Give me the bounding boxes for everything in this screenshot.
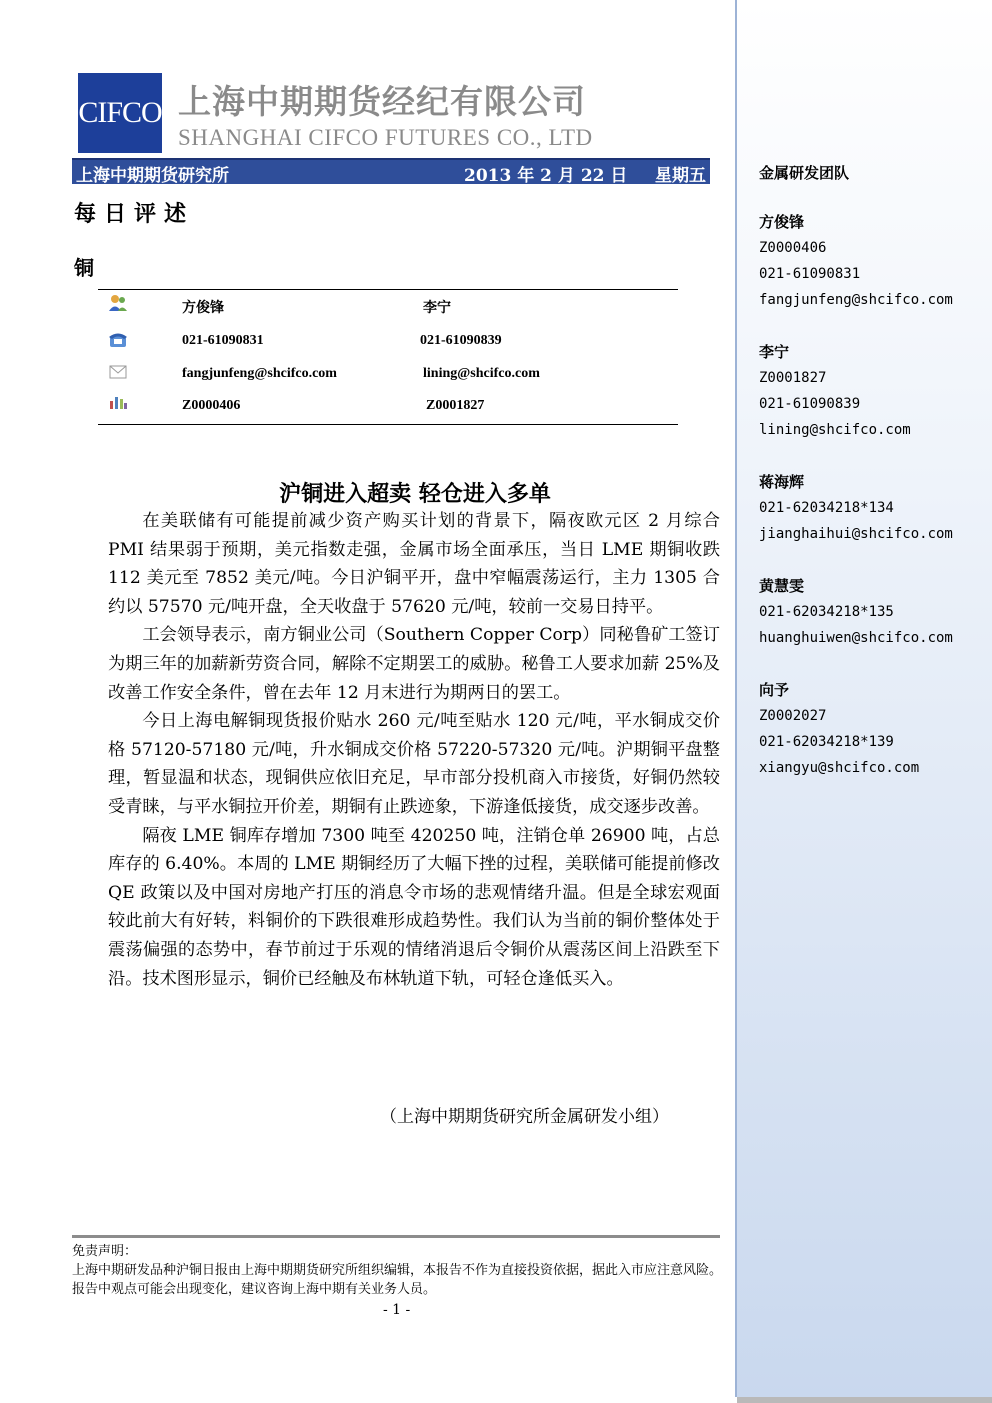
institute-name: 上海中期期货研究所 — [76, 166, 229, 186]
member-name: 李宁 — [759, 343, 790, 361]
sidebar-member — [759, 209, 953, 313]
analyst-2-name: 李宁 — [423, 300, 451, 316]
article-paragraph: 在美联储有可能提前减少资产购买计划的背景下，隔夜欧元区 2 月综合 PMI 结果弱于预期，美元指数走强，金属市场全面承压，当日 LME 期铜收跌 112 美元至 7852 美元/吨。今日沪铜平开，盘中窄幅震荡运行，主力 1305 合约以 57570 元/吨开盘，全天收盘于 57620 元/吨，较前一交易日持平。 — [108, 511, 720, 617]
member-phone: 021-61090831 — [759, 266, 861, 282]
disclaimer-label: 免责声明： — [72, 1244, 138, 1259]
analyst-2-license: Z0001827 — [426, 398, 485, 413]
phone-icon — [108, 331, 128, 349]
article-title — [0, 477, 830, 508]
sidebar-shadow — [737, 1397, 992, 1403]
member-email[interactable]: jianghaihui@shcifco.com — [759, 526, 953, 542]
member-phone: 021-62034218*134 — [759, 500, 894, 516]
member-license: Z0002027 — [759, 708, 827, 724]
page-number: - 1 - — [383, 1302, 411, 1318]
analyst-1-phone: 021-61090831 — [182, 333, 264, 348]
article-paragraph: 工会领导表示，南方铜业公司（Southern Copper Corp）同秘鲁矿工签订为期三年的加薪新劳资合同，解除不定期罢工的威胁。秘鲁工人要求加薪 25%及改善工作安全条件，曾在去年 12 月末进行为期两日的罢工。 — [108, 625, 720, 703]
company-name-en: SHANGHAI CIFCO FUTURES CO., LTD — [178, 125, 593, 150]
sidebar-member — [759, 677, 919, 781]
article-paragraph: 隔夜 LME 铜库存增加 7300 吨至 420250 吨，注销仓单 26900 吨，占总库存的 6.40%。本周的 LME 期铜经历了大幅下挫的过程，美联储可能提前修改 QE 政策以及中国对房地产打压的消息令市场的悲观情绪升温。但是全球宏观面较此前大有好转，料铜价的下跌很难形成趋势性。我们认为当前的铜价整体处于震荡偏强的态势中，春节前过于乐观的情绪消退后令铜价从震荡区间上沿跌至下沿。技术图形显示，铜价已经触及布林轨道下轨，可轻仓逢低买入。 — [108, 825, 720, 989]
member-name: 方俊锋 — [759, 213, 805, 231]
company-name-cn: 上海中期期货经纪有限公司 — [178, 82, 586, 121]
member-license: Z0000406 — [759, 240, 827, 256]
person-icon — [108, 294, 128, 312]
article-title-text: 沪铜进入超卖 轻仓进入多单 — [279, 481, 551, 507]
member-email[interactable]: lining@shcifco.com — [759, 422, 911, 438]
member-email[interactable]: xiangyu@shcifco.com — [759, 760, 920, 776]
disclaimer-text: 上海中期研发品种沪铜日报由上海中期期货研究所组织编辑，本报告不作为直接投资依据，据此入市应注意风险。报告中观点可能会出现变化，建议咨询上海中期有关业务人员。 — [72, 1263, 723, 1297]
report-header-bar — [72, 158, 710, 184]
analyst-1-license: Z0000406 — [182, 398, 241, 413]
analyst-1-name: 方俊锋 — [182, 300, 224, 316]
member-phone: 021-61090839 — [759, 396, 861, 412]
section-title: 每日评述 — [74, 201, 195, 227]
member-license: Z0001827 — [759, 370, 827, 386]
sidebar-title: 金属研发团队 — [759, 164, 850, 182]
member-name: 向予 — [759, 681, 790, 699]
member-email[interactable]: fangjunfeng@shcifco.com — [759, 292, 953, 308]
disclaimer — [72, 1242, 722, 1299]
analyst-contact-table — [98, 289, 678, 425]
member-email[interactable]: huanghuiwen@shcifco.com — [759, 630, 953, 646]
article-paragraph: 今日上海电解铜现货报价贴水 260 元/吨至贴水 120 元/吨，平水铜成交价格 57120-57180 元/吨，升水铜成交价格 57220-57320 元/吨。沪期铜平盘整理，暂显温和状态，现铜供应依旧充足，早市部分投机商入市接货，好铜仍然较受青睐，与平水铜拉开价差，期铜有止跌迹象，下游逢低接货，成交逐步改善。 — [108, 711, 720, 817]
report-date: 2013 年 2 月 22 日 — [464, 166, 628, 186]
report-weekday: 星期五 — [655, 166, 706, 186]
sidebar-member — [759, 573, 953, 651]
footer-divider — [72, 1235, 720, 1238]
chart-icon — [108, 393, 128, 411]
research-team-sidebar — [735, 0, 992, 1397]
company-logo: CIFCO — [78, 73, 162, 153]
subject-heading: 铜 — [74, 256, 94, 280]
sidebar-member — [759, 339, 911, 443]
article-signature: （上海中期期货研究所金属研发小组） — [380, 1107, 669, 1127]
member-phone: 021-62034218*139 — [759, 734, 894, 750]
analyst-2-email[interactable]: lining@shcifco.com — [423, 366, 540, 381]
mail-icon — [108, 363, 128, 381]
member-name: 黄慧雯 — [759, 577, 805, 595]
article-body — [108, 507, 720, 993]
member-phone: 021-62034218*135 — [759, 604, 894, 620]
analyst-2-phone: 021-61090839 — [420, 333, 502, 348]
member-name: 蒋海辉 — [759, 473, 805, 491]
analyst-1-email[interactable]: fangjunfeng@shcifco.com — [182, 366, 337, 381]
